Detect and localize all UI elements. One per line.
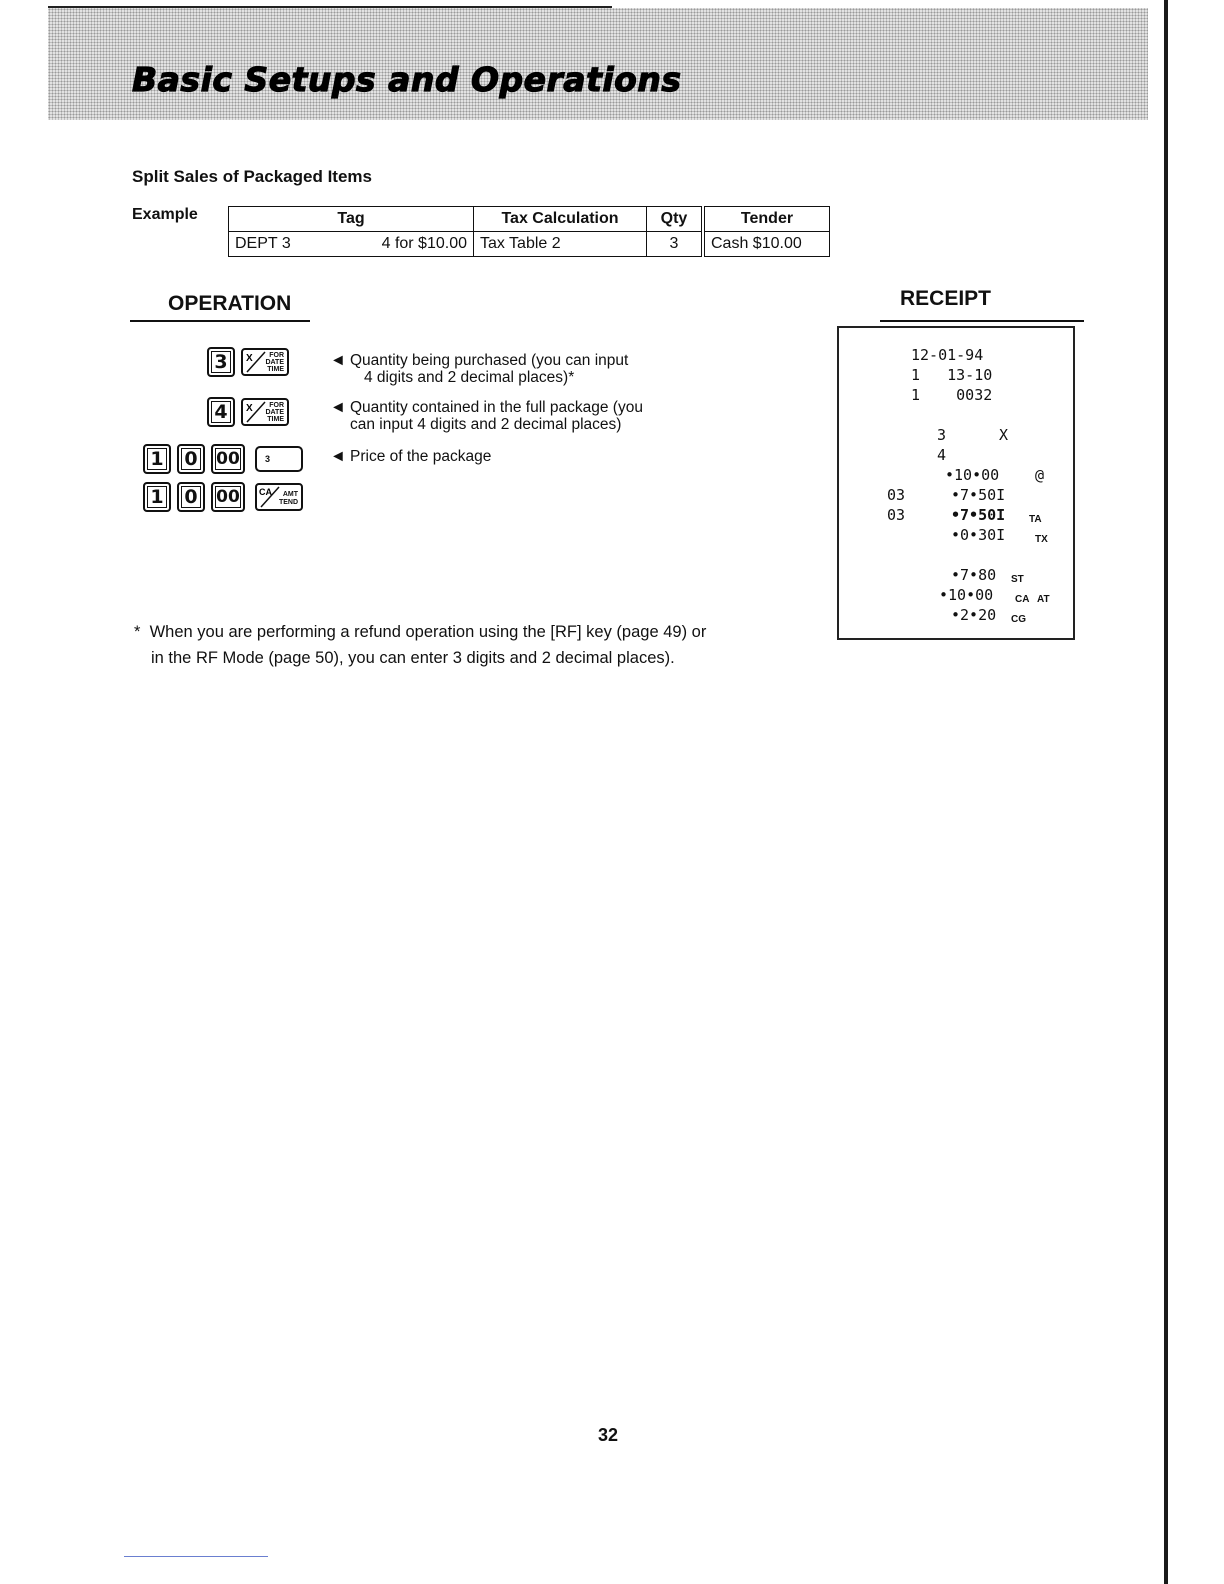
page-number: 32 bbox=[598, 1425, 619, 1445]
example-label: Example bbox=[132, 206, 198, 223]
page-header-title: Basic Setups and Operations bbox=[132, 60, 682, 99]
step-3-line-1: Price of the package bbox=[350, 448, 492, 465]
cell-tag bbox=[229, 232, 474, 257]
bottom-rule bbox=[124, 1556, 268, 1557]
receipt-change: •2•20 bbox=[951, 606, 997, 624]
key-00[interactable]: 00 bbox=[211, 482, 245, 512]
cell-tax: Tax Table 2 bbox=[474, 232, 647, 257]
for-key-label-3: TIME bbox=[267, 366, 284, 373]
receipt-date: 12-01-94 bbox=[911, 346, 984, 364]
cell-tender: Cash $10.00 bbox=[703, 232, 830, 257]
receipt-at-tend-symbol bbox=[1037, 588, 1050, 606]
cg-symbol: CG bbox=[1011, 614, 1026, 625]
key-sequence-1 bbox=[207, 347, 289, 377]
receipt-dept-b: 03 bbox=[887, 506, 906, 524]
receipt-x-mark: X bbox=[999, 426, 1009, 444]
key-0[interactable]: 0 bbox=[177, 482, 205, 512]
ca-amt-tend-key[interactable] bbox=[255, 483, 303, 511]
for-date-time-key[interactable] bbox=[241, 398, 289, 426]
key-00[interactable]: 00 bbox=[211, 444, 245, 474]
for-key-label-3: TIME bbox=[267, 416, 284, 423]
dept-3-key[interactable]: 3 bbox=[255, 446, 303, 472]
step-1-line-1: Quantity being purchased (you can input bbox=[350, 352, 629, 369]
receipt-ta-symbol bbox=[1029, 508, 1042, 526]
ca-symbol: CA bbox=[1015, 594, 1030, 605]
operation-heading: OPERATION bbox=[168, 292, 292, 315]
footnote-line-2: in the RF Mode (page 50), you can enter 3 digits and 2 decimal places). bbox=[151, 649, 675, 667]
st-symbol: ST bbox=[1011, 574, 1024, 585]
example-table bbox=[228, 206, 830, 257]
operation-rule bbox=[130, 320, 310, 322]
receipt-amount-b: •7•50I bbox=[951, 506, 1006, 524]
amt-key-label-2: TEND bbox=[278, 499, 298, 506]
amt-key-label-1: AMT bbox=[282, 491, 298, 498]
receipt-tx-symbol bbox=[1035, 528, 1048, 546]
for-key-label-1: FOR bbox=[269, 402, 284, 409]
operation-step-2 bbox=[330, 399, 643, 433]
cell-qty: 3 bbox=[647, 232, 704, 257]
tx-symbol: TX bbox=[1035, 534, 1048, 545]
footnote-line-1 bbox=[134, 619, 834, 645]
key-sequence-2 bbox=[207, 397, 289, 427]
header-tax-calculation: Tax Calculation bbox=[474, 207, 647, 232]
key-0[interactable]: 0 bbox=[177, 444, 205, 474]
receipt-st-symbol bbox=[1011, 568, 1024, 586]
header-tag: Tag bbox=[229, 207, 474, 232]
pointer-arrow-icon: ◄ bbox=[330, 352, 346, 369]
key-sequence-3 bbox=[143, 444, 303, 474]
receipt-amount-a: •7•50I bbox=[951, 486, 1006, 504]
operation-step-1 bbox=[330, 352, 628, 386]
receipt-tender: •10•00 bbox=[939, 586, 994, 604]
key-1[interactable]: 1 bbox=[143, 444, 171, 474]
receipt-package-price: •10•00 bbox=[945, 466, 1000, 484]
footnote-marker: * bbox=[134, 623, 141, 641]
for-key-label-2: DATE bbox=[265, 359, 284, 366]
step-1-line-2: 4 digits and 2 decimal places)* bbox=[364, 369, 575, 386]
receipt-package-qty: 4 bbox=[937, 446, 947, 464]
header-qty: Qty bbox=[647, 207, 704, 232]
receipt bbox=[837, 326, 1075, 640]
receipt-ca-symbol bbox=[1015, 588, 1029, 606]
cell-tag-price: 4 for $10.00 bbox=[381, 235, 467, 252]
receipt-qty: 3 bbox=[937, 426, 947, 444]
pointer-arrow-icon: ◄ bbox=[330, 448, 346, 465]
svg-text:X: X bbox=[246, 403, 253, 414]
key-1[interactable]: 1 bbox=[143, 482, 171, 512]
example-table-header-row bbox=[229, 207, 830, 232]
receipt-tax: •0•30I bbox=[951, 526, 1006, 544]
receipt-total: •7•80 bbox=[951, 566, 997, 584]
receipt-at-symbol: @ bbox=[1035, 466, 1045, 484]
receipt-cg-symbol bbox=[1011, 608, 1026, 626]
key-3[interactable]: 3 bbox=[207, 347, 235, 377]
receipt-dept-a: 03 bbox=[887, 486, 906, 504]
operation-step-3 bbox=[330, 448, 491, 465]
key-sequence-4 bbox=[143, 482, 303, 512]
step-2-line-2: can input 4 digits and 2 decimal places) bbox=[350, 416, 622, 433]
example-table-row bbox=[229, 232, 830, 257]
svg-text:X: X bbox=[246, 353, 253, 364]
step-2-line-1: Quantity contained in the full package (you bbox=[350, 399, 643, 416]
ta-symbol: TA bbox=[1029, 514, 1042, 525]
at-symbol: AT bbox=[1037, 594, 1050, 605]
footnote bbox=[134, 619, 834, 671]
page-edge bbox=[1164, 0, 1168, 1584]
receipt-rule bbox=[880, 320, 1084, 322]
for-key-label-2: DATE bbox=[265, 409, 284, 416]
section-title: Split Sales of Packaged Items bbox=[132, 167, 372, 186]
pointer-arrow-icon: ◄ bbox=[330, 399, 346, 416]
cell-dept: DEPT 3 bbox=[235, 235, 291, 252]
footnote-text-1: When you are performing a refund operation using the [RF] key (page 49) or bbox=[149, 623, 707, 641]
receipt-heading: RECEIPT bbox=[900, 287, 992, 310]
receipt-consecutive: 1 0032 bbox=[911, 386, 993, 404]
for-date-time-key[interactable] bbox=[241, 348, 289, 376]
key-4[interactable]: 4 bbox=[207, 397, 235, 427]
for-key-label-1: FOR bbox=[269, 352, 284, 359]
receipt-time: 1 13-10 bbox=[911, 366, 993, 384]
header-tender: Tender bbox=[703, 207, 830, 232]
svg-text:CA: CA bbox=[259, 487, 272, 497]
